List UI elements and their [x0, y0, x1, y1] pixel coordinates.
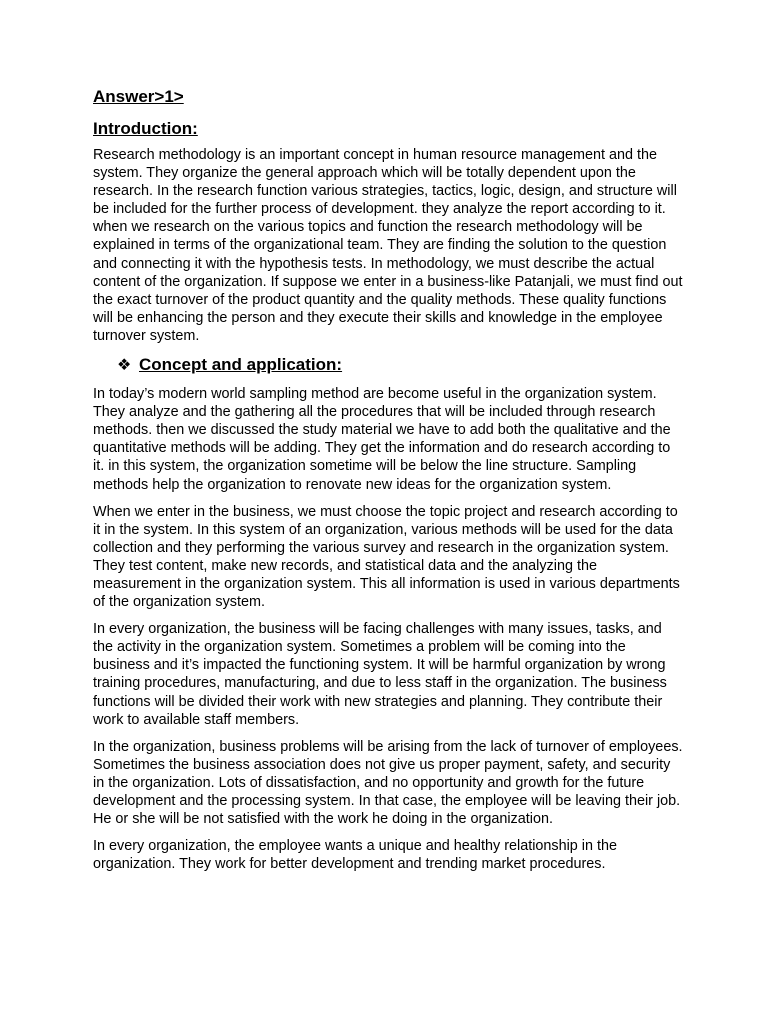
concept-heading-text: Concept and application: — [139, 355, 343, 375]
body-paragraph: In the organization, business problems will be arising from the lack of turnover of employees. Sometimes the business association does not give us proper payment, safety, and security in the organization. Lots of dissatisfaction, and no opportunity and growth for the future development and the processing system. In that case, the employee will be leaving their job. He or she will be not satisfied with the work he doing in the organization. — [93, 738, 683, 828]
body-paragraph: In every organization, the employee wants a unique and healthy relationship in the organization. They work for better development and trending market procedures. — [93, 838, 618, 873]
introduction-paragraph: Research methodology is an important concept in human resource management and the system. They organize the general approach which will be totally dependent upon the research. In the research function various strategies, tactics, logic, design, and structure will be included for the further process of development. they analyze the report according to it. when we research on the various topics and function the research methodology will be explained in terms of the organizational team. They are finding the solution to the question and connecting it with the hypothesis tests. In methodology, we must describe the actual content of the organization. If suppose we enter in a business-like Patanjali, we must find out the exact turnover of the product quantity and the quality methods. These quality functions will be enhancing the person and they execute their skills and knowledge in the employee turnover system. — [93, 147, 683, 344]
document-page — [93, 86, 683, 882]
introduction-heading: Introduction: — [93, 119, 198, 138]
answer-heading: Answer>1> — [93, 87, 184, 106]
body-paragraph: In every organization, the business will be facing challenges with many issues, tasks, and the activity in the organization system. Sometimes a problem will be coming into the business and it’s impacted the functioning system. It will be harmful organization by wrong training procedures, manufacturing, and due to less staff in the organization. The business functions will be divided their work with new strategies and planning. They contribute their work to available staff members. — [93, 621, 667, 728]
body-paragraph: In today’s modern world sampling method are become useful in the organization system. They analyze and the gathering all the procedures that will be included through research methods. then we discussed the study material we have to add both the qualitative and the quantitative methods will be adding. They get the information and do research according to it. in this system, the organization sometime will be below the line structure. Sampling methods help the organization to renovate new ideas for the organization system. — [93, 386, 671, 493]
body-paragraph: When we enter in the business, we must choose the topic project and research according to it in the system. In this system of an organization, various methods will be used for the data collection and they performing the various survey and research in the organization system. They test content, make new records, and statistical data and the analyzing the measurement in the organization system. This all information is used in various departments of the organization system. — [93, 503, 680, 611]
concept-section-heading — [117, 354, 683, 376]
diamond-bullet-icon: ❖ — [117, 355, 132, 375]
